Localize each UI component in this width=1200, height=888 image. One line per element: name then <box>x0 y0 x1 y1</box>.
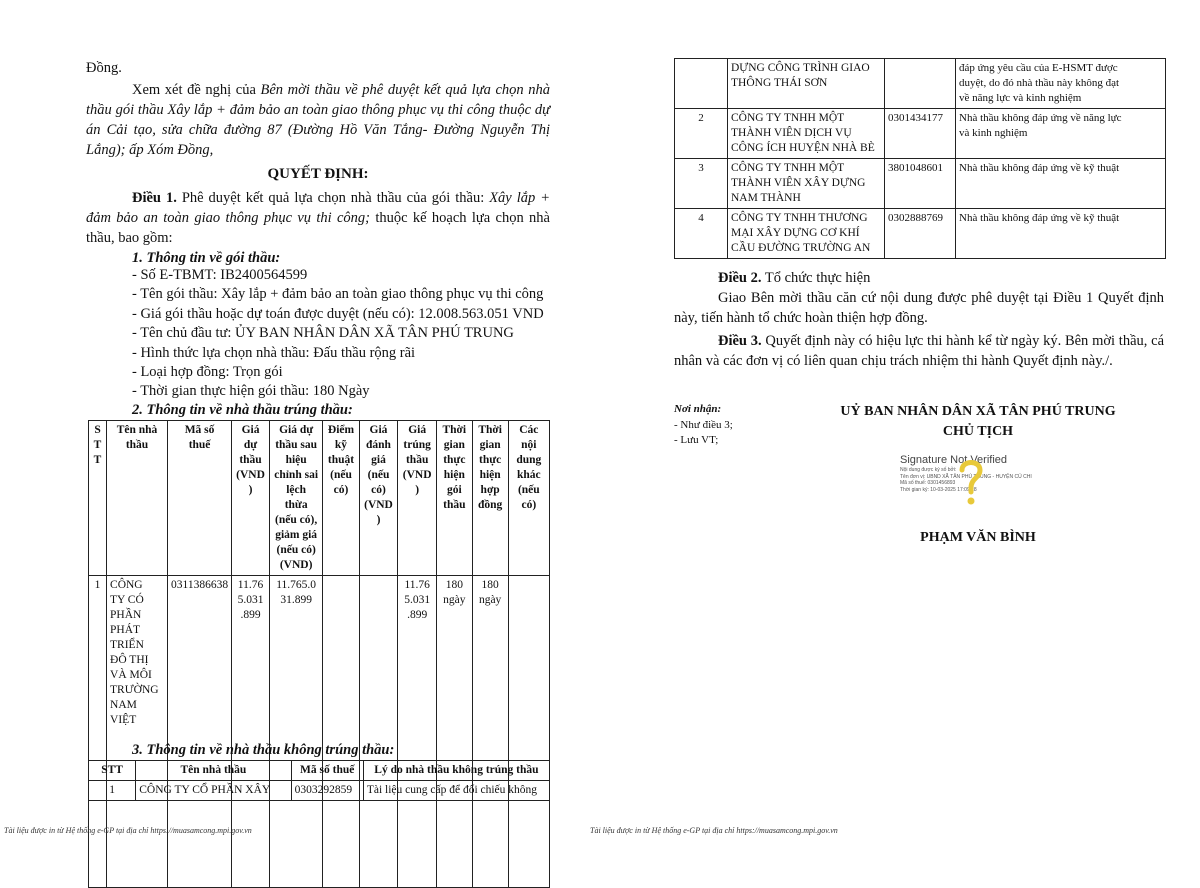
table-cell: 11.765.0 31.899 <box>269 576 322 888</box>
page-footer: Tài liệu được in từ Hệ thống e-GP tại địa chỉ https://muasamcong.mpi.gov.vn <box>590 826 838 835</box>
column-header: Giá dự thầu sau hiệu chỉnh sai lệch thừa (nếu có), giảm giá (nếu có) (VND) <box>269 421 322 576</box>
table-cell: 11.76 5.031 .899 <box>232 576 270 888</box>
column-header: Giá trúng thầu (VND ) <box>398 421 437 576</box>
package-info-list <box>132 266 572 402</box>
winner-table-header <box>89 421 550 576</box>
section2-title: 2. Thông tin về nhà thầu trúng thầu: <box>132 402 353 418</box>
article3-paragraph: Điều 3. Quyết định này có hiệu lực thi hành kể từ ngày ký. Bên mời thầu, cá nhân và các đơn vị có liên quan chịu trách nhiệm thi hành Quyết định này./. <box>674 333 1165 369</box>
table-cell: CÔNG TY TNHH MỘT THÀNH VIÊN XÂY DỰNG NAM THÀNH <box>728 159 885 209</box>
nonwinner-continuation-table <box>674 58 1166 259</box>
table-cell: CÔNG TY TNHH MỘT THÀNH VIÊN DỊCH VỤ CÔNG ÍCH HUYỆN NHÀ BÈ <box>728 109 885 159</box>
table-row <box>89 576 550 888</box>
table-cell: 1 <box>89 576 107 888</box>
table-row <box>675 209 1166 259</box>
top-word: Đồng. <box>86 60 122 76</box>
table-cell: CÔNG TY TNHH THƯƠNG MẠI XÂY DỰNG CƠ KHÍ CẦU ĐƯỜNG TRƯỜNG AN <box>728 209 885 259</box>
column-header: Tên nhà thầu <box>107 421 168 576</box>
table-cell <box>323 576 359 888</box>
table-cell: 3801048601 <box>885 159 956 209</box>
column-header: Lý do nhà thầu không trúng thầu <box>363 761 549 781</box>
table-cell: Nhà thầu không đáp ứng về kỹ thuật <box>956 159 1166 209</box>
table-cell: 180 ngày <box>472 576 508 888</box>
table-cell: 2 <box>675 109 728 159</box>
package-info-item: - Tên chủ đầu tư: ỦY BAN NHÂN DÂN XÃ TÂN PHÚ TRUNG <box>132 325 514 342</box>
table-row <box>89 781 550 801</box>
table-cell: DỰNG CÔNG TRÌNH GIAO THÔNG THÁI SƠN <box>728 59 885 109</box>
package-info-item: - Giá gói thầu hoặc dự toán được duyệt (nếu có): 12.008.563.051 VND <box>132 305 544 322</box>
recipients-list <box>674 418 733 448</box>
position-title: CHỦ TỊCH <box>942 424 1014 439</box>
table-cell: 0302888769 <box>885 209 956 259</box>
package-info-item: - Thời gian thực hiện gói thầu: 180 Ngày <box>132 383 370 400</box>
table-row <box>675 159 1166 209</box>
column-header: Giá đánh giá (nếu có) (VND ) <box>359 421 398 576</box>
package-info-item: - Loại hợp đồng: Trọn gói <box>132 364 283 381</box>
table-cell: CÔNG TY CỔ PHẦN XÂY <box>136 781 291 801</box>
column-header: Mã số thuế <box>291 761 363 781</box>
package-info-item: - Hình thức lựa chọn nhà thầu: Đấu thầu rộng rãi <box>132 344 416 361</box>
page-footer: Tài liệu được in từ Hệ thống e-GP tại địa chỉ https://muasamcong.mpi.gov.vn <box>4 826 252 835</box>
table-cell: Nhà thầu không đáp ứng về năng lực và kinh nghiệm <box>956 109 1166 159</box>
table-cell: Nhà thầu không đáp ứng về kỹ thuật <box>956 209 1166 259</box>
column-header: S T T <box>89 421 107 576</box>
table-cell <box>675 59 728 109</box>
org-name: UỶ BAN NHÂN DÂN XÃ TÂN PHÚ TRUNG <box>840 404 1116 419</box>
signer-name: PHẠM VĂN BÌNH <box>920 530 1036 545</box>
table-cell: CÔNG TY CÓ PHẦN PHÁT TRIỂN ĐÔ THỊ VÀ MÔI TRƯỜNG NAM VIỆT <box>107 576 168 888</box>
article2-heading: Điều 2. Tổ chức thực hiện <box>718 270 871 286</box>
table-cell: 11.76 5.031 .899 <box>398 576 437 888</box>
table-cell: đáp ứng yêu cầu của E-HSMT được duyệt, do đó nhà thầu này không đạt về năng lực và kinh nghiệm <box>956 59 1166 109</box>
loser-table-header <box>89 761 550 781</box>
table-row <box>675 59 1166 109</box>
column-header: Thời gian thực hiện hợp đồng <box>472 421 508 576</box>
article2-body: Giao Bên mời thầu căn cứ nội dung được phê duyệt tại Điều 1 Quyết định này, tiến hành tổ chức hoàn thiện hợp đồng. <box>674 290 1164 326</box>
right-page <box>590 0 1200 862</box>
table-cell: 0301434177 <box>885 109 956 159</box>
section1-title: 1. Thông tin về gói thầu: <box>132 250 281 266</box>
column-header: Các nội dung khác (nếu có) <box>508 421 549 576</box>
column-header: STT <box>89 761 136 781</box>
recipient-item: - Như điều 3; <box>674 419 733 431</box>
table-cell: Tài liệu cung cấp để đối chiếu không <box>363 781 549 801</box>
table-cell: 1 <box>89 781 136 801</box>
column-header: Thời gian thực hiện gói thầu <box>437 421 473 576</box>
table-cell: 0303292859 <box>291 781 363 801</box>
decision-title: QUYẾT ĐỊNH: <box>267 166 369 182</box>
column-header: Giá dự thầu (VND ) <box>232 421 270 576</box>
package-info-item: - Số E-TBMT: IB2400564599 <box>132 267 308 283</box>
signature-box: Signature Not Verified Nội dung được ký số bởi: Tên đơn vị: UBND XÃ TÂN PHÚ TRUNG - HUYỆN CỦ CHI Mã số thuế: 0301456893 Thời gian ký: 10-03-2025 17:09:28 <box>900 454 1090 510</box>
left-page <box>0 0 590 862</box>
section3-title: 3. Thông tin về nhà thầu không trúng thầu: <box>132 742 395 758</box>
winner-table <box>88 420 550 888</box>
loser-table <box>88 760 550 801</box>
table-cell <box>508 576 549 888</box>
article1-paragraph: Điều 1. Phê duyệt kết quả lựa chọn nhà thầu của gói thầu: Xây lắp + đảm bảo an toàn giao thông phục vụ thi công; thuộc kế hoạch lựa chọn nhà thầu, bao gồm: <box>86 190 551 246</box>
package-info-item: - Tên gói thầu: Xây lắp + đảm bảo an toàn giao thông phục vụ thi công <box>132 286 544 303</box>
column-header: Tên nhà thầu <box>136 761 291 781</box>
table-row <box>675 109 1166 159</box>
column-header: Điểm kỹ thuật (nếu có) <box>323 421 359 576</box>
table-cell: 3 <box>675 159 728 209</box>
table-cell: 180 ngày <box>437 576 473 888</box>
column-header: Mã số thuế <box>168 421 232 576</box>
recipient-item: - Lưu VT; <box>674 434 719 446</box>
table-cell: 0311386638 <box>168 576 232 888</box>
intro-paragraph: Xem xét đề nghị của Bên mời thầu về phê duyệt kết quả lựa chọn nhà thầu gói thầu Xây lắp + đảm bảo an toàn giao thông phục vụ thi công thuộc dự án Cải tạo, sửa chữa đường 87 (Đường Hồ Văn Tắng- Đường Nguyễn Thị Lắng); ấp Xóm Đồng, <box>86 82 550 158</box>
question-mark-icon <box>956 456 986 508</box>
recipients-title: Nơi nhận: <box>674 403 722 415</box>
table-cell: 4 <box>675 209 728 259</box>
table-cell <box>885 59 956 109</box>
signature-status: Signature Not Verified <box>900 454 1008 466</box>
table-cell <box>359 576 398 888</box>
